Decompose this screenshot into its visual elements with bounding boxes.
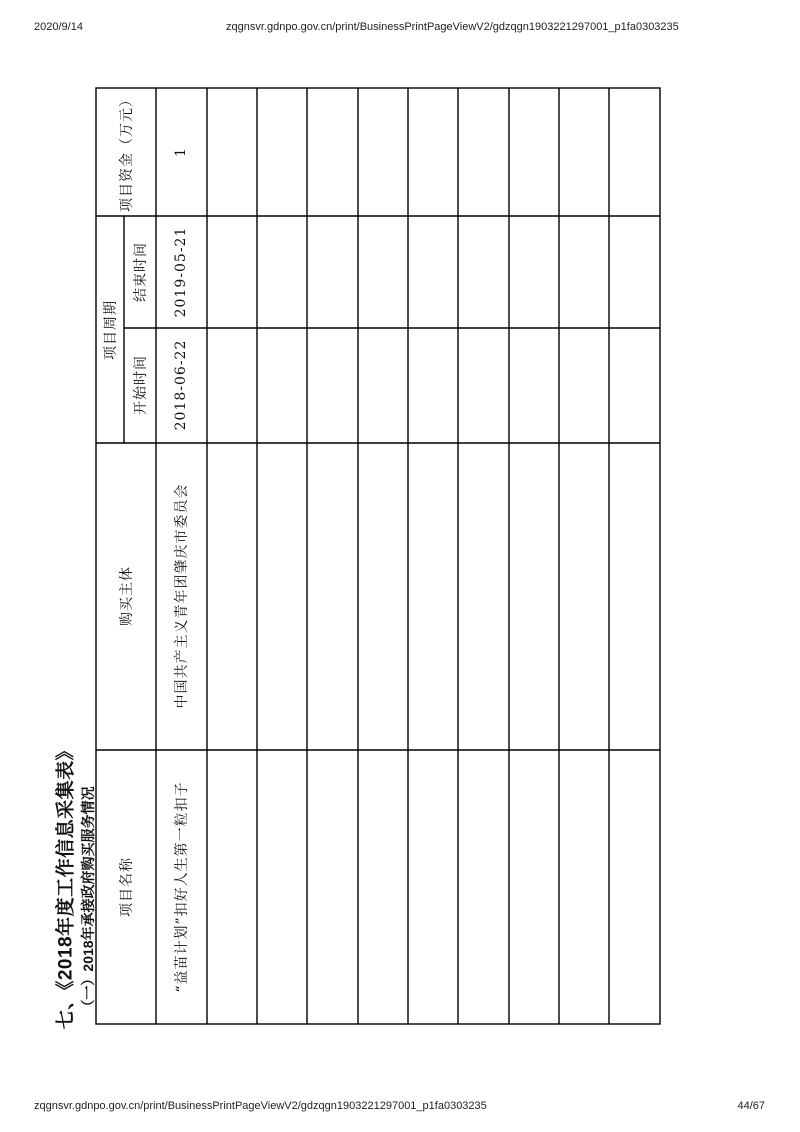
- print-header-url: zqgnsvr.gdnpo.gov.cn/print/BusinessPrintPageViewV2/gdzqgn1903221297001_p1fa0303235: [226, 21, 679, 33]
- header-project-name: 项目名称: [119, 857, 135, 917]
- row-end-time: 2019-05-21: [173, 226, 189, 318]
- header-start-time: 开始时间: [133, 355, 149, 415]
- row-purchaser: 中国共产主义青年团肇庆市委员会: [174, 483, 190, 709]
- header-purchaser: 购买主体: [119, 566, 135, 626]
- print-date: 2020/9/14: [34, 21, 83, 33]
- page-number: 44/67: [737, 1100, 765, 1112]
- row-funds: 1: [173, 147, 189, 157]
- row-project-name: “益苗计划”扣好人生第一粒扣子: [174, 781, 190, 993]
- row-start-time: 2018-06-22: [173, 339, 189, 431]
- header-period: 项目周期: [103, 300, 119, 360]
- header-funds: 项目资金（万元）: [119, 92, 135, 212]
- header-end-time: 结束时间: [133, 242, 149, 302]
- print-footer-url: zqgnsvr.gdnpo.gov.cn/print/BusinessPrintPageViewV2/gdzqgn1903221297001_p1fa0303235: [34, 1100, 487, 1112]
- section-title: 七、《2018年度工作信息采集表》: [55, 740, 77, 1030]
- section-subtitle: （一）2018年承接政府购买服务情况: [80, 786, 96, 1014]
